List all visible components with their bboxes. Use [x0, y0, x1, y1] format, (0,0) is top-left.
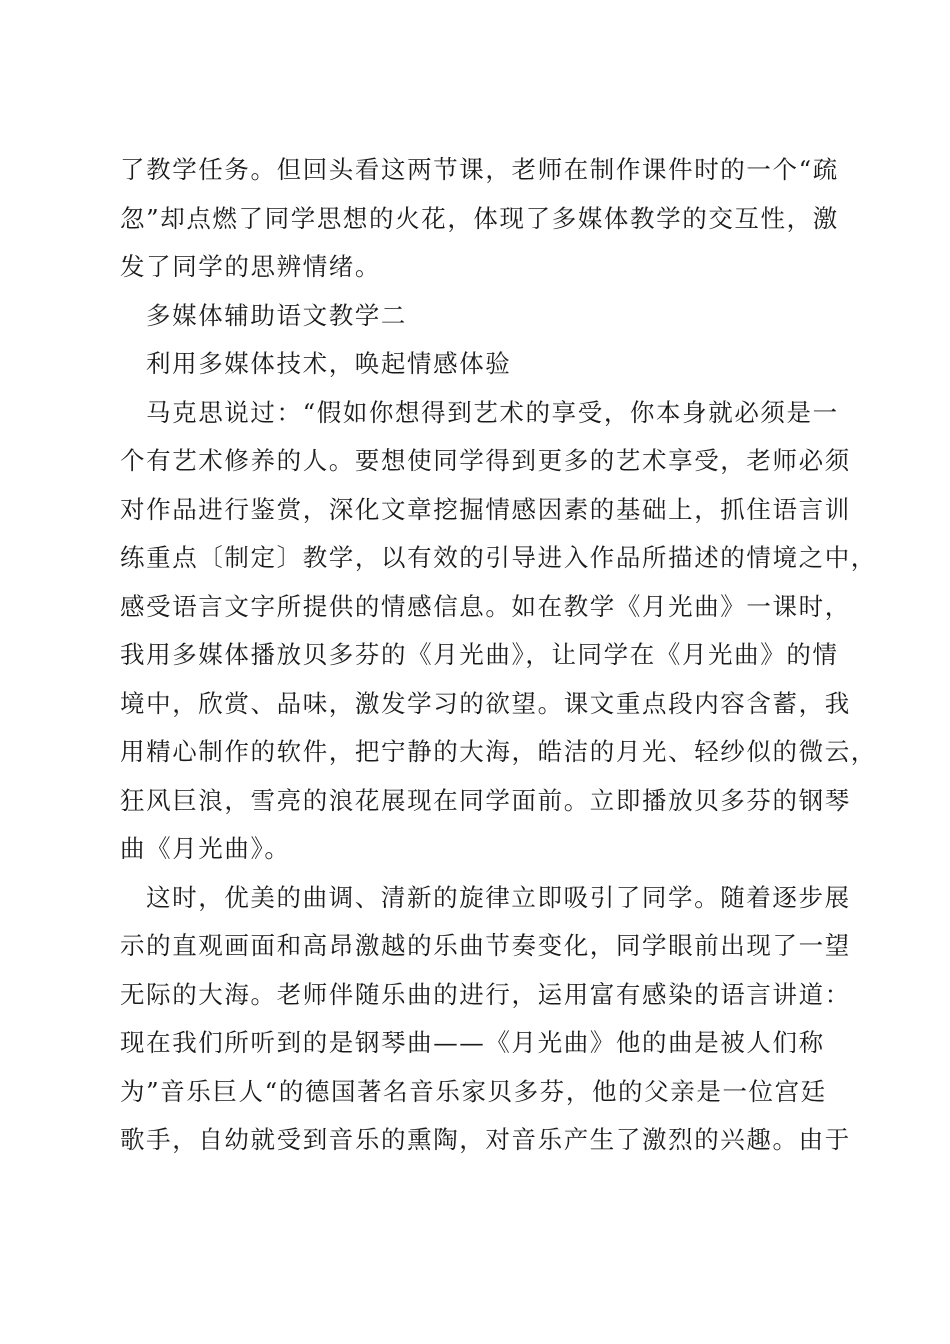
text-line: 狂风巨浪，雪亮的浪花展现在同学面前。立即播放贝多芬的钢琴 — [120, 785, 851, 815]
text-line: 无际的大海。老师伴随乐曲的进行，运用富有感染的语言讲道： — [120, 979, 851, 1009]
document-body — [120, 146, 877, 1165]
text-line: 歌手，自幼就受到音乐的熏陶，对音乐产生了激烈的兴趣。由于 — [120, 1125, 851, 1154]
text-line: 曲《月光曲》。 — [120, 834, 291, 863]
text-line: 练重点〔制定〕教学，以有效的引导进入作品所描述的情境之中， — [120, 543, 877, 572]
text-line: 现在我们所听到的是钢琴曲——《月光曲》他的曲是被人们称 — [120, 1028, 825, 1057]
text-line: 感受语言文字所提供的情感信息。如在教学《月光曲》一课时， — [120, 591, 851, 621]
text-line: 忽”却点燃了同学思想的火花，体现了多媒体教学的交互性，激 — [120, 203, 839, 233]
text-line: 对作品进行鉴赏，深化文章挖掘情感因素的基础上，抓住语言训 — [120, 494, 851, 524]
text-line: 利用多媒体技术，唤起情感体验 — [146, 349, 512, 378]
text-line: 为”音乐巨人“的德国著名音乐家贝多芬，他的父亲是一位宫廷 — [120, 1076, 827, 1106]
text-line: 个有艺术修养的人。要想使同学得到更多的艺术享受，老师必须 — [120, 446, 851, 475]
text-line: 这时，优美的曲调、清新的旋律立即吸引了同学。随着逐步展 — [146, 882, 851, 912]
text-line: 多媒体辅助语文教学二 — [146, 300, 407, 330]
text-line: 了教学任务。但回头看这两节课，老师在制作课件时的一个“疏 — [120, 155, 839, 184]
text-line: 境中，欣赏、品味，激发学习的欲望。课文重点段内容含蓄，我 — [120, 688, 851, 718]
text-line: 示的直观画面和高昂激越的乐曲节奏变化，同学眼前出现了一望 — [120, 931, 851, 960]
text-line: 用精心制作的软件，把宁静的大海，皓洁的月光、轻纱似的微云， — [120, 737, 877, 766]
text-line: 发了同学的思辨情绪。 — [120, 252, 381, 281]
text-line: 我用多媒体播放贝多芬的《月光曲》，让同学在《月光曲》的情 — [120, 640, 839, 669]
text-line: 马克思说过：“假如你想得到艺术的享受，你本身就必须是一 — [146, 397, 839, 427]
